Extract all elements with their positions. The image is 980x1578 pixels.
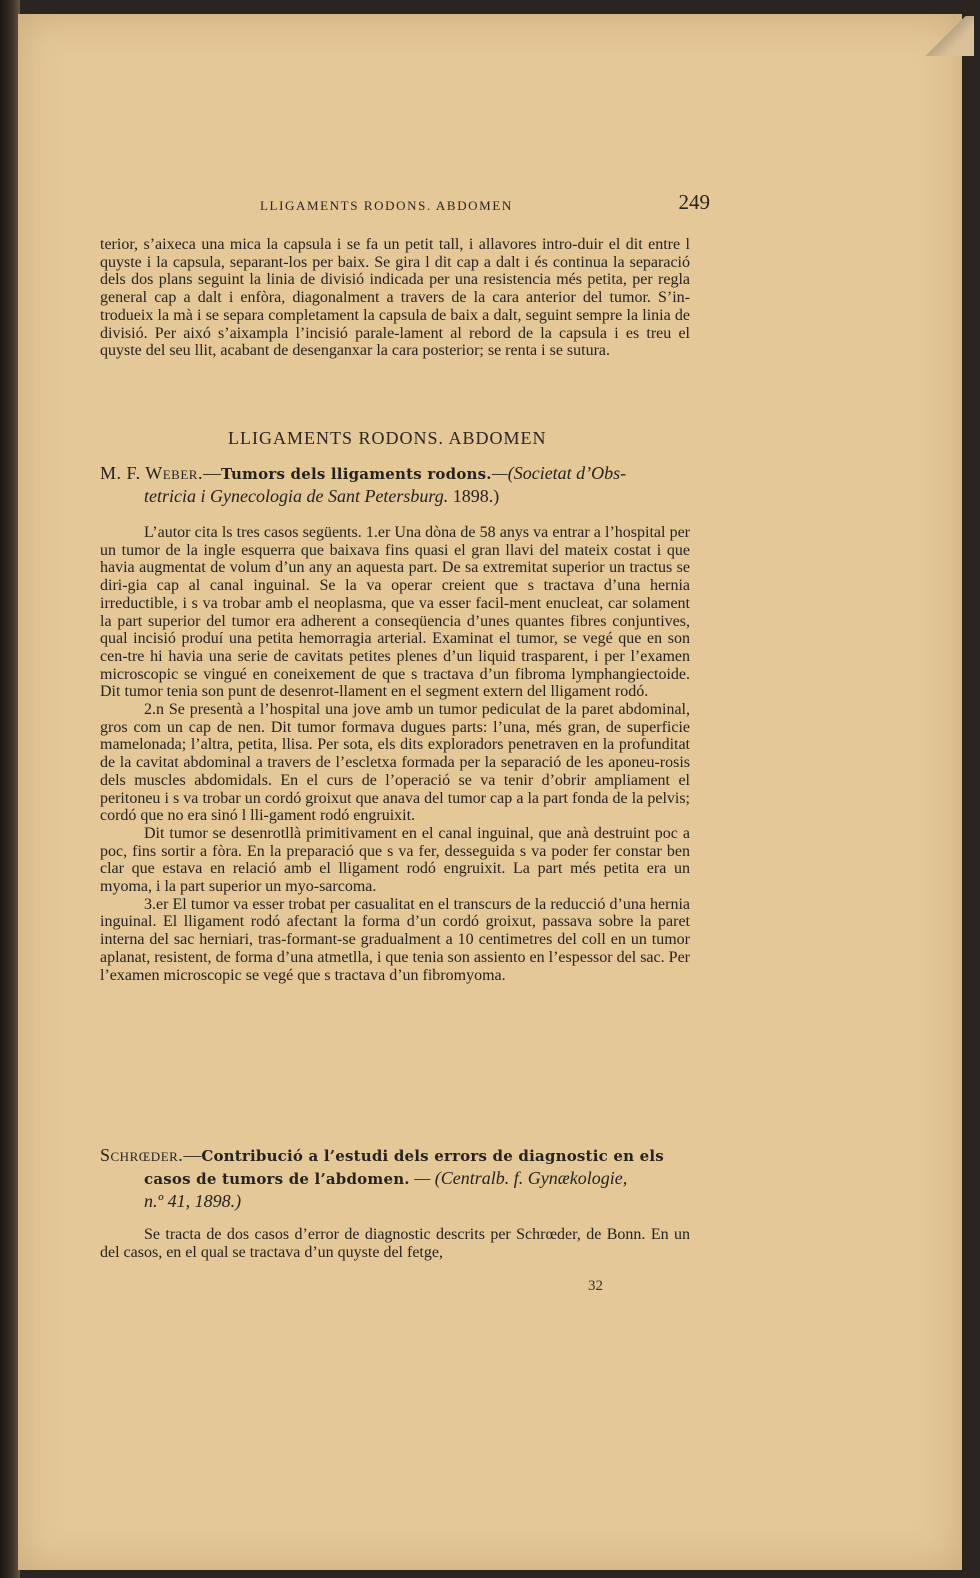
- reference-dash: —: [183, 1145, 202, 1165]
- running-title: LLIGAMENTS RODONS. ABDOMEN: [260, 198, 513, 213]
- reference-year: 1898.): [448, 486, 500, 506]
- reference-source: —(Societat d’Obs-: [491, 463, 627, 483]
- case-3-paragraph: 3.er El tumor va esser trobat per casualitat en el transcurs de la reducció d’una hernia inguinal. El lligament rodó afectant la forma d’un cordó groixut, passava sobre la paret interna del sac herniari, tras-formant-se gradualment a 10 centimetres del coll en un tumor aplanat, resistent, de forma d’una atmetlla, i que tenia son assiento en l’espessor del sac. Per l’examen microscopic se vegé que s tractava d’un fibromyoma.: [100, 895, 690, 984]
- closing-paragraph: Se tracta de dos casos d’error de diagnostic descrits per Schrœder, de Bonn. En un del casos, en el qual se tractava d’un quyste del fetge,: [100, 1226, 690, 1261]
- folded-corner: [916, 16, 974, 56]
- reference-schroeder: [100, 1144, 690, 1212]
- reference-author: Schrœder.: [100, 1145, 184, 1165]
- reference-source: — (Centralb. f. Gynækologie,: [409, 1168, 628, 1188]
- case-2-continuation: Dit tumor se desenrotllà primitivament en el canal inguinal, que anà destruint poc a poc, fins sortir a fòra. En la preparació que s va fer, desseguida s va poder fer constar ben clar que estava en relació amb el lligament rodó engruixit. La part més petita era un myoma, i la part superior un myo-sarcoma.: [100, 824, 690, 896]
- signature-mark: 32: [588, 1278, 603, 1294]
- reference-title-line: [100, 1167, 690, 1190]
- page-header: [240, 188, 710, 218]
- reference-title-cont: casos de tumors de l’abdomen.: [144, 1170, 410, 1188]
- reference-title: Contribució a l’estudi dels errors de diagnostic en els: [201, 1147, 664, 1165]
- reference-title: Tumors dels lligaments rodons.: [220, 465, 492, 483]
- case-1-paragraph: L’autor cita ls tres casos següents. 1.er Una dòna de 58 anys va entrar a l’hospital per un tumor de la ingle esquerra que baixava fins quasi el gran llavi del mateix costat i que havia augmentat de volum d’un any an aquesta part. De sa extremitat superior un tractus se diri-gia cap al canal inguinal. Se la va operar creient que s tractava d’una hernia irreductible, i s va trobar amb el neoplasma, que va esser facil-ment enucleat, car solament la part superior del tumor era adherent a conseqüencia d’unes quantes fibres conjuntives, qual incisió produí una petita hemorragia arterial. Examinat el tumor, se vegé que en son cen-tre hi havia una serie de cavitats petites plenes d’un liquid trasparent, i per l’examen microscopic se vingué en coneixement de que s tractava d’un fibroma lymphangiectoide. Dit tumor tenia son punt de desenrot-llament en el segment extern del lligament rodó.: [100, 524, 690, 701]
- reference-dash: —: [202, 463, 221, 483]
- article-body: [100, 524, 690, 984]
- reference-author: M. F. Weber.: [100, 463, 203, 483]
- reference-source-cont: tetricia i Gynecologia de Sant Petersburg.: [144, 486, 449, 506]
- reference-weber: [100, 462, 690, 507]
- reference-source-line: [100, 485, 690, 507]
- reference-source-line: [100, 1190, 690, 1212]
- section-title: LLIGAMENTS RODONS. ABDOMEN: [228, 428, 547, 448]
- page-number: 249: [678, 190, 710, 214]
- case-2-paragraph: 2.n Se presentà a l’hospital una jove amb un tumor pediculat de la paret abdominal, gros com un cap de nen. Dit tumor formava dugues parts: l’una, més gran, de superficie mamelonada; l’altra, petita, llisa. Per sota, els dits exploradors penetraven en la profunditat de la cavitat abdominal a travers de l’escletxa formada per la separació de les aponeu-rosis dels muscles abdomidals. En el curs de l’operació se va tenir d’obrir ampliament el peritoneu i s va trobar un cordó groixut que anava del tumor cap a la part fonda de la pelvis; cordó que no era sinó l lli-gament rodó engruixit.: [100, 701, 690, 825]
- intro-paragraph: terior, s’aixeca una mica la capsula i se fa un petit tall, i allavores intro-duir el dit entre l quyste i la capsula, separant-los per baix. Se gira l dit cap a dalt i és continua la separació dels dos plans seguint la linia de divisió indicada per una resistencia més petita, per regla general cap a dalt i enfòra, diagonalment a travers de la cara anterior del tumor. S’in-trodueix la mà i se separa completament la capsula de baix a dalt, seguint sempre la linia de divisió. Per aixó s’aixampla l’incisió parale-lament al rebord de la capsula i es treu el quyste del seu llit, acabant de desenganxar la cara posterior; se renta i se sutura.: [100, 236, 690, 360]
- book-spine: [0, 0, 20, 1578]
- reference-source-cont: n.º 41, 1898.): [144, 1191, 242, 1211]
